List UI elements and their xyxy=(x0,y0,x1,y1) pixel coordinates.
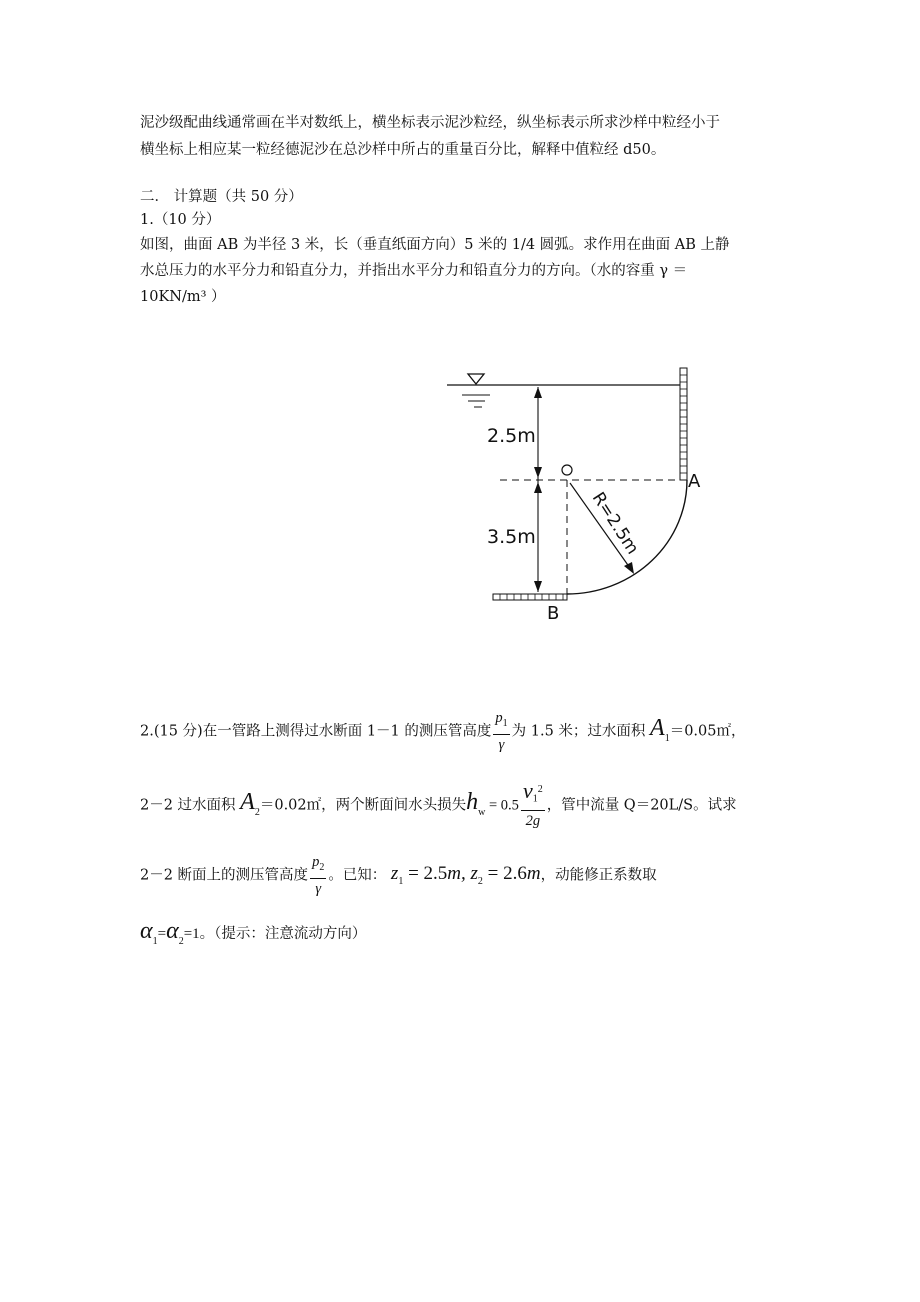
velocity-head-fraction: $\frac{v_1^2}{2g}$ xyxy=(522,777,543,829)
depth-lower-label: 3.5m xyxy=(487,526,536,548)
q2-line-2-text-c: ，管中流量 Q＝20L/S。试求 xyxy=(546,797,737,814)
dim-arrow-top xyxy=(534,387,542,398)
q2-line-1-text-c: ＝0.05㎡， xyxy=(669,723,746,740)
q2-line-2-text-b: ＝0.02㎡，两个断面间水头损失 xyxy=(259,797,467,814)
q2-line-1 xyxy=(140,708,746,759)
pressure-head-2-fraction: $\frac{p_2}{\gamma}$ xyxy=(312,854,325,897)
dim-arrow-bottom xyxy=(534,581,542,592)
kinetic-coefficient-values: $\alpha_1=\alpha_2=1$ xyxy=(140,918,200,947)
q2-line-2: 2－2 过水面积 $A_2=0.02㎡$，两个断面间水头损失$h_w = 0.5$ $\frac{v_1^2}{2g}$ ，管中流量 Q＝20L/S。试求 xyxy=(140,777,737,829)
elevation-values: $z_1 = 2.5m$, $z_2 = 2.6m$ xyxy=(390,863,541,888)
point-o-icon xyxy=(562,465,572,475)
q1-text-line-2: 水总压力的水平分力和铅直分力，并指出水平分力和铅直分力的方向。（水的容重 γ ＝ xyxy=(140,263,688,279)
q2-line-1-text-a: 2.(15 分)在一管路上测得过水断面 1－1 的测压管高度 xyxy=(140,723,492,740)
q2-line-3 xyxy=(140,852,657,902)
dim-arrow-mid-up xyxy=(534,482,542,493)
depth-upper-label: 2.5m xyxy=(487,425,536,447)
free-surface-icon xyxy=(468,374,484,384)
area-1-symbol: $A_1$ xyxy=(650,715,670,745)
paragraph-line-1: 泥沙级配曲线通常画在半对数纸上，横坐标表示泥沙粒经，纵坐标表示所求沙样中粒经小于 xyxy=(140,115,720,131)
point-a-label: A xyxy=(688,471,701,492)
q2-line-1-text-b: 为 1.5 米；过水面积 xyxy=(511,723,646,740)
q2-line-2-text-a: 2－2 过水面积 xyxy=(140,797,236,814)
dim-arrow-mid-down xyxy=(534,467,542,478)
head-loss-symbol: $h_w$ xyxy=(466,789,486,819)
q2-line-3-text-c: ，动能修正系数取 xyxy=(540,867,657,884)
q2-line-4-text-b: 。（提示：注意流动方向） xyxy=(199,926,367,942)
paragraph-line-2: 横坐标上相应某一粒经德泥沙在总沙样中所占的重量百分比，解释中值粒经 d50。 xyxy=(140,142,666,158)
q2-line-3-text-a: 2－2 断面上的测压管高度 xyxy=(140,867,309,884)
curved-surface-figure xyxy=(440,360,710,630)
radius-label: R=2.5m xyxy=(587,488,643,559)
area-2-symbol: $A_2$ xyxy=(240,789,260,819)
point-b-label: B xyxy=(547,603,560,624)
q2-line-4 xyxy=(140,915,366,958)
q1-text-line-3: 10KN/m³ ） xyxy=(140,289,226,305)
radius-arrowhead xyxy=(624,562,634,574)
q1-label: 1.（10 分） xyxy=(140,212,221,228)
section-heading: 二． 计算题（共 50 分） xyxy=(140,189,303,205)
q2-line-3-text-b: 。已知： xyxy=(328,867,387,884)
pressure-head-1-fraction: $\frac{p_1}{\gamma}$ xyxy=(495,710,508,753)
q1-text-line-1: 如图，曲面 AB 为半径 3 米，长（垂直纸面方向）5 米的 1/4 圆弧。求作用在曲面 AB 上静 xyxy=(140,237,730,253)
